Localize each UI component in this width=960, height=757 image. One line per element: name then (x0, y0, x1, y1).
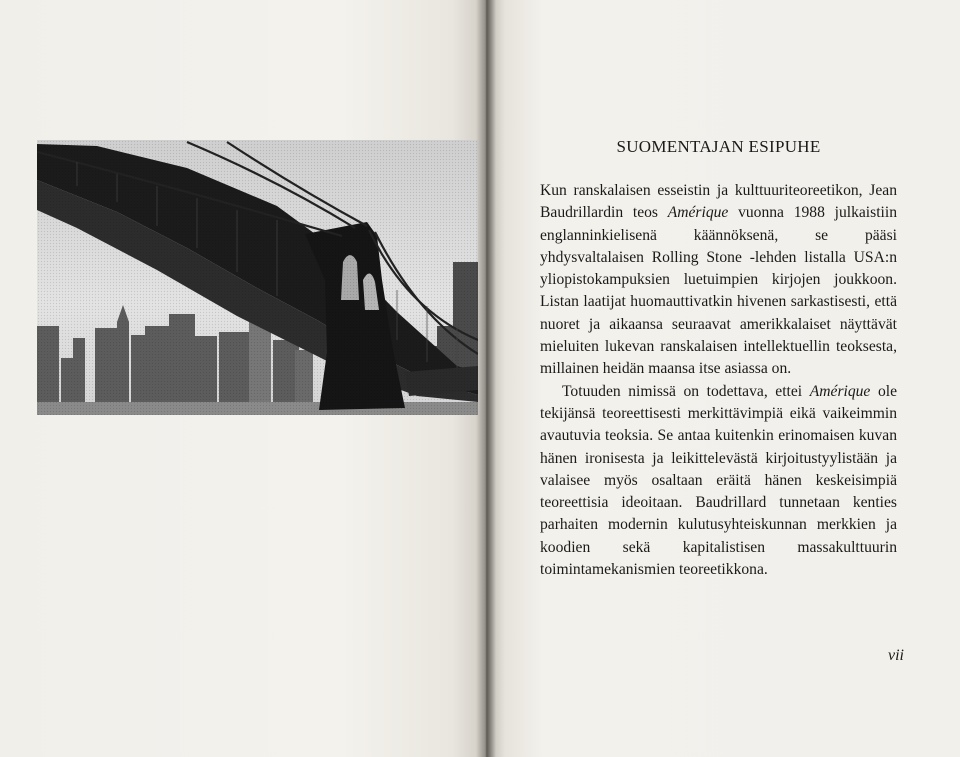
paragraph-2-before: Totuuden nimissä on todettava, ettei (562, 382, 810, 400)
chapter-heading: SUOMENTAJAN ESIPUHE (616, 137, 821, 156)
book-title: Amérique (667, 204, 729, 222)
paragraph-2 (540, 381, 897, 582)
bridge-and-city-skyline-photo (37, 140, 478, 415)
paragraph-1 (540, 180, 897, 381)
book-title: Amérique (809, 382, 871, 400)
paragraph-1-before: Kun ranskalaisen esseistin ja kulttuuriteoreetikon, Jean Baudrillardin teos (540, 182, 897, 222)
paragraph-2-after: ole tekijänsä teoreettisesti merkittävimpiä eikä vaikeimmin avautuvia teoksia. Se antaa kuitenkin erinomaisen kuvan hänen ironisesta ja leikittelevästä kirjoitustyylistään ja valaisee myös osaltaan eräitä hänen keskeisimpiä teoreettisia ideoitaan. Baudrillard tunnetaan kenties parhaiten modernin kulutusyhteiskunnan merkkien ja koodien sekä kapitalistisen massakulttuurin toimintamekanismien teoreetikkona. (540, 382, 897, 579)
page-number: vii (888, 647, 904, 664)
paragraph-1-after: vuonna 1988 julkaistiin englanninkielisenä käännöksenä, se pääsi yhdysvaltalaisen Rolling Stone -lehden listalla USA:n yliopistokampuksien luetuimpien kirjojen joukkoon. Listan laatijat huomauttivatkin hivenen sarkastisesti, että nuoret ja aikaansa seuraavat amerikkalaiset näyttävät mieluiten lukevan ranskalaisen intellektuellin teoksesta, millainen heidän maansa itse asiassa on. (540, 204, 897, 378)
preface-body (540, 180, 897, 581)
book-gutter (476, 0, 496, 757)
